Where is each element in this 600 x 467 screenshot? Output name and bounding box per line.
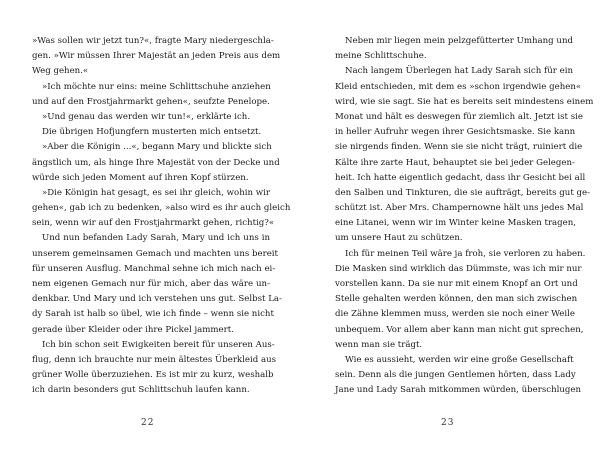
text-line: nem eigenen Gemach nur für mich, aber das wäre un- xyxy=(32,279,270,289)
text-line: schützt ist. Aber Mrs. Champernowne hält uns jedes Mal xyxy=(335,203,584,214)
text-line: ängstlich um, als hinge Ihre Majestät von der Decke und xyxy=(32,157,280,168)
text-line: Wie es aussieht, werden wir eine große Gesellschaft xyxy=(345,354,574,365)
right-page-number: 23 xyxy=(441,418,455,428)
text-line: gerade über Kleider oder ihre Pickel jammert. xyxy=(32,324,234,335)
text-line: würde sich jeden Moment auf ihren Kopf stürzen. xyxy=(32,172,249,183)
left-page xyxy=(32,34,291,399)
text-line: und auf den Frostjahrmarkt gehen«, seufzte Penelope. xyxy=(32,96,270,107)
text-line: Weg gehen.« xyxy=(32,66,89,77)
text-line: Die Masken sind wirklich das Dümmste, was ich mir nur xyxy=(335,263,582,274)
text-line: sein, wenn wir auf den Frostjahrmarkt gehen, richtig?« xyxy=(32,218,275,229)
text-line: Ich für meinen Teil wäre ja froh, sie verloren zu haben. xyxy=(345,248,586,259)
text-line: wird, wie sie sagt. Sie hat es bereits seit mindestens einem xyxy=(335,96,594,107)
text-line: den Salben und Tinkturen, die sie aufträgt, bereits gut ge- xyxy=(335,187,590,198)
text-line: flug, denn ich brauchte nur mein ältestes Überkleid aus xyxy=(32,354,277,365)
text-line: »Und genau das werden wir tun!«, erklärte ich. xyxy=(42,111,251,122)
text-line: um unsere Haut zu schützen. xyxy=(335,233,463,244)
text-line: Neben mir liegen mein pelzgefütterter Umhang und xyxy=(345,36,573,46)
text-line: dy Sarah ist halb so übel, wie ich finde – wenn sie nicht xyxy=(32,309,274,320)
text-line: Stelle gehalten werden können, den man sich zwischen xyxy=(335,294,578,305)
text-line: in heller Aufruhr wegen ihrer Gesichtsmaske. Sie kann xyxy=(335,127,576,138)
text-line: »Ich möchte nur eins: meine Schlittschuhe anziehen xyxy=(42,81,271,92)
text-line: grüner Wolle überzuziehen. Es ist mir zu kurz, weshalb xyxy=(32,370,274,381)
text-line: gen. »Wir müssen Ihrer Majestät an jeden Preis aus dem xyxy=(32,51,281,62)
text-line: heit. Ich hatte eigentlich gedacht, dass ihr Gesicht bei all xyxy=(335,172,586,183)
text-line: vorstellen kann. Da sie nur mit einem Knopf an Ort und xyxy=(335,279,578,289)
right-page xyxy=(335,34,594,399)
book-gutter xyxy=(300,0,301,467)
text-line: »Die Königin hat gesagt, es sei ihr gleich, wohin wir xyxy=(42,187,270,198)
text-line: die Zähne klemmen muss, werden sie noch einer Weile xyxy=(335,309,575,320)
text-line: ich darin besonders gut Schlittschuh laufen kann. xyxy=(32,385,250,396)
text-line: Kälte ihre zarte Haut, behauptet sie bei jeder Gelegen- xyxy=(335,157,575,168)
text-line: meine Schlittschuhe. xyxy=(335,51,427,62)
text-line: für unseren Ausflug. Manchmal sehne ich mich nach ei- xyxy=(32,263,276,274)
text-line: »Aber die Königin ...«, begann Mary und blickte sich xyxy=(42,142,272,153)
text-line: »Was sollen wir jetzt tun?«, fragte Mary niedergeschla- xyxy=(32,36,274,46)
left-page-number: 22 xyxy=(141,418,155,428)
text-line: unbequem. Vor allem aber kann man nicht gut sprechen, xyxy=(335,324,584,335)
text-line: Kleid entschieden, mit dem es »schon irgendwie gehen« xyxy=(335,81,582,92)
text-line: denkbar. Und Mary und ich verstehen uns gut. Selbst La- xyxy=(32,294,282,305)
text-line: Jane und Lady Sarah mitkommen würden, überschlugen xyxy=(335,385,582,396)
text-line: sein. Denn als die jungen Gentlemen hörten, dass Lady xyxy=(335,370,576,381)
text-line: unserem gemeinsamen Gemach und machten uns bereit xyxy=(32,248,279,259)
text-line: gehen«, gab ich zu bedenken, »also wird es ihr auch gleich xyxy=(32,203,291,214)
text-line: sie nirgends finden. Wenn sie sie nicht trägt, ruiniert die xyxy=(335,142,583,153)
text-line: Die übrigen Hofjungfern musterten mich entsetzt. xyxy=(42,127,262,138)
text-line: Nach langem Überlegen hat Lady Sarah sich für ein xyxy=(345,66,573,77)
text-line: wenn man sie trägt. xyxy=(335,339,423,350)
text-line: Und nun befanden Lady Sarah, Mary und ich uns in xyxy=(42,233,270,244)
text-line: Ich bin schon seit Ewigkeiten bereit für unseren Aus- xyxy=(42,339,275,350)
text-line: eine Litanei, wenn wir im Winter keine Masken tragen, xyxy=(335,218,577,229)
text-line: Monat und hält es deswegen für ziemlich alt. Jetzt ist sie xyxy=(335,111,583,122)
